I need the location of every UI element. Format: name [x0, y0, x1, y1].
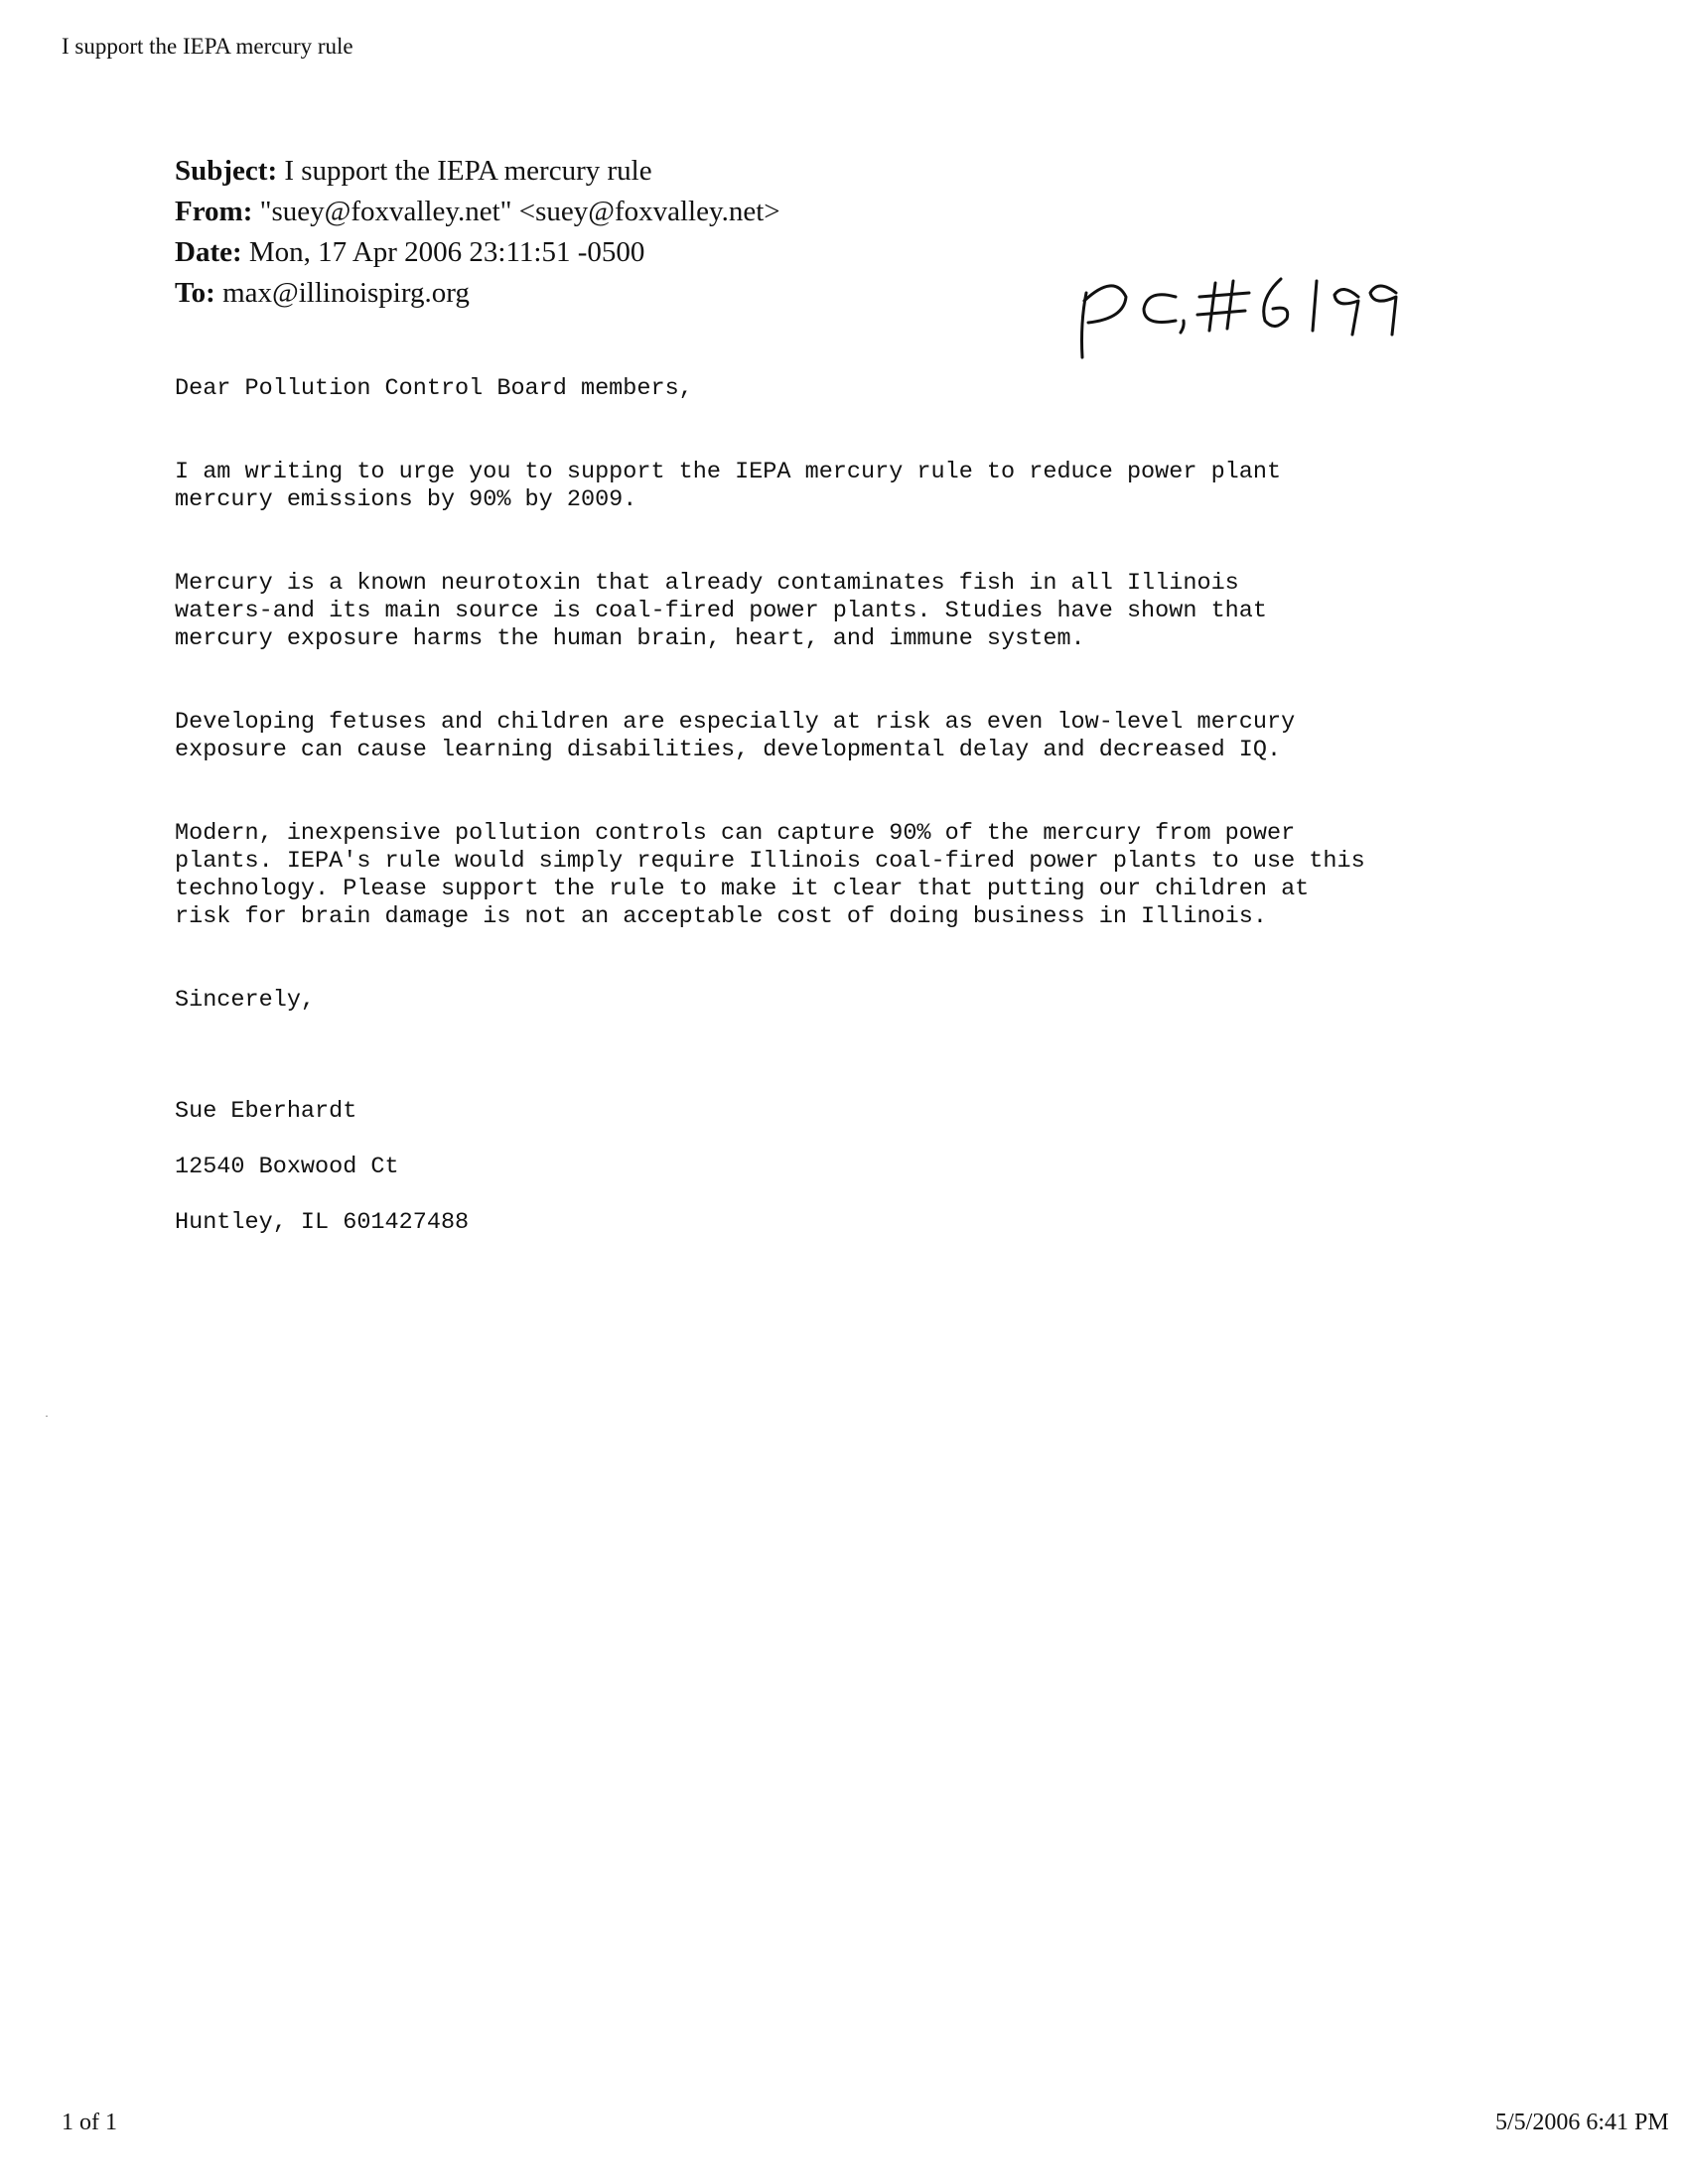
paragraph-2: Mercury is a known neurotoxin that already contaminates fish in all Illinois waters-and its main source is coal-fired power plants. Studies have shown that mercury exposure harms the human brain, heart, and immune system.: [175, 570, 1267, 652]
paragraph-1: I am writing to urge you to support the IEPA mercury rule to reduce power plant mercury emissions by 90% by 2009.: [175, 459, 1282, 513]
to-value: max@illinoispirg.org: [222, 277, 470, 309]
paragraph-4: Modern, inexpensive pollution controls can capture 90% of the mercury from power plants. IEPA's rule would simply require Illinois coal-fired power plants to use this technology. Please support the rule to make it clear that putting our children at risk for brain damage is not an acceptable cost of doing business in Illinois.: [175, 820, 1365, 930]
signature-street: 12540 Boxwood Ct: [175, 1154, 399, 1180]
handwritten-stamp-drawing: [1064, 253, 1402, 362]
running-header: I support the IEPA mercury rule: [62, 34, 353, 59]
email-headers: [175, 151, 780, 314]
date-value: Mon, 17 Apr 2006 23:11:51 -0500: [248, 236, 645, 268]
closing: Sincerely,: [175, 987, 316, 1014]
salutation: Dear Pollution Control Board members,: [175, 375, 693, 402]
signature-block: [175, 1070, 1565, 1265]
signature-name: Sue Eberhardt: [175, 1098, 357, 1125]
paragraph-3: Developing fetuses and children are especially at risk as even low-level mercury exposure can cause learning disabilities, developmental delay and decreased IQ.: [175, 709, 1296, 763]
from-row: [175, 192, 780, 232]
page-number: 1 of 1: [62, 2110, 117, 2135]
handwritten-stamp: [1064, 253, 1402, 362]
scan-speck: [46, 1416, 48, 1417]
to-row: [175, 273, 780, 314]
print-timestamp: 5/5/2006 6:41 PM: [1495, 2110, 1669, 2135]
subject-value: I support the IEPA mercury rule: [284, 155, 652, 187]
letter-body: [175, 347, 1565, 1293]
date-label: Date:: [175, 236, 242, 268]
subject-label: Subject:: [175, 155, 278, 187]
from-label: From:: [175, 196, 253, 227]
to-label: To:: [175, 277, 215, 309]
subject-row: [175, 151, 780, 192]
from-value: "suey@foxvalley.net" <suey@foxvalley.net>: [259, 196, 780, 227]
date-row: [175, 232, 780, 273]
signature-city: Huntley, IL 601427488: [175, 1209, 470, 1236]
